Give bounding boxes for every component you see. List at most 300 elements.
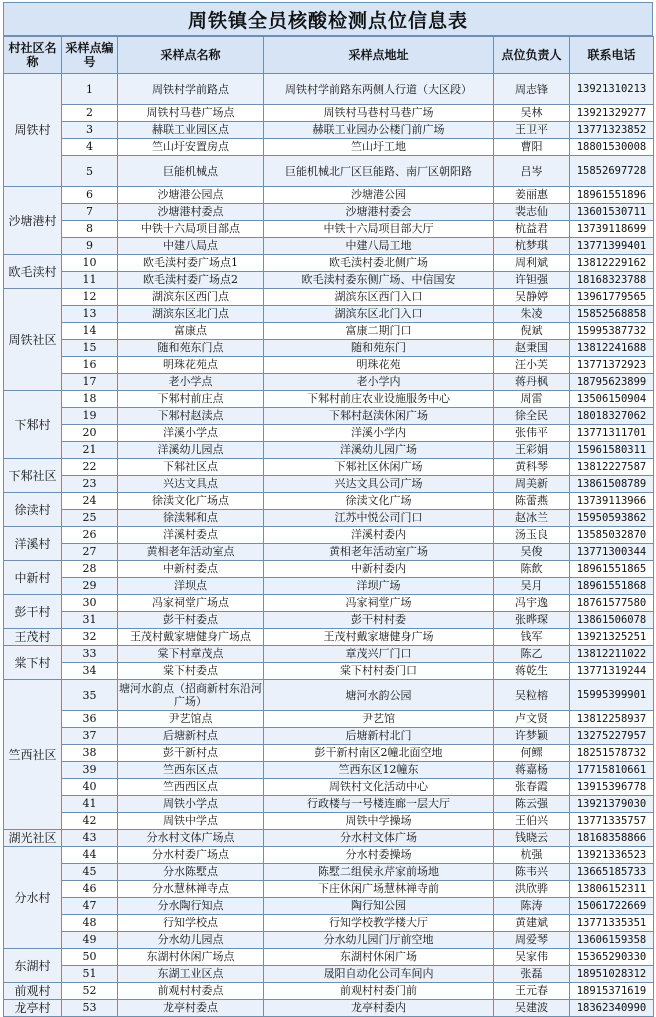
point-address-cell: 下邾村前庄农业设施服务中心 (264, 391, 494, 408)
leader-cell: 吴林 (494, 105, 570, 122)
leader-cell: 陈涛 (494, 898, 570, 915)
table-row (4, 881, 654, 898)
point-no-cell: 22 (62, 459, 118, 476)
table-row (4, 830, 654, 847)
table-row (4, 323, 654, 340)
point-name-cell: 彭干村委点 (118, 612, 264, 629)
leader-cell: 钱军 (494, 629, 570, 646)
point-no-cell: 14 (62, 323, 118, 340)
point-name-cell: 周铁村马巷广场点 (118, 105, 264, 122)
phone-cell: 18961551868 (570, 578, 654, 595)
point-address-cell: 周铁中学操场 (264, 813, 494, 830)
point-name-cell: 徐渎文化广场点 (118, 493, 264, 510)
testing-points-table (3, 36, 654, 1017)
point-no-cell: 44 (62, 847, 118, 864)
point-no-cell: 45 (62, 864, 118, 881)
table-row (4, 932, 654, 949)
point-address-cell: 分水幼儿园门厅前空地 (264, 932, 494, 949)
table-row (4, 813, 654, 830)
point-name-cell: 周铁中学点 (118, 813, 264, 830)
leader-cell: 周雷 (494, 391, 570, 408)
phone-cell: 18251578732 (570, 745, 654, 762)
leader-cell: 冯宇逸 (494, 595, 570, 612)
village-cell: 徐渎村 (4, 493, 62, 527)
phone-cell: 18951028312 (570, 966, 654, 983)
village-cell: 欧毛渎村 (4, 255, 62, 289)
leader-cell: 何鳏 (494, 745, 570, 762)
point-name-cell: 棠下村章茂点 (118, 646, 264, 663)
point-name-cell: 分水慧林禅寺点 (118, 881, 264, 898)
leader-cell: 吴静婷 (494, 289, 570, 306)
table-row (4, 391, 654, 408)
village-cell: 前观村 (4, 983, 62, 1000)
header-name: 采样点名称 (118, 37, 264, 74)
table-body (4, 74, 654, 1017)
village-cell: 周铁村 (4, 74, 62, 187)
point-no-cell: 37 (62, 728, 118, 745)
table-row (4, 139, 654, 156)
point-no-cell: 53 (62, 1000, 118, 1017)
table-row (4, 74, 654, 105)
phone-cell: 13921379030 (570, 796, 654, 813)
leader-cell: 王伯兴 (494, 813, 570, 830)
table-row (4, 476, 654, 493)
table-row (4, 864, 654, 881)
point-name-cell: 洋坝点 (118, 578, 264, 595)
header-row (4, 37, 654, 74)
point-address-cell: 竺西东区12幢东 (264, 762, 494, 779)
point-address-cell: 分水村委操场 (264, 847, 494, 864)
phone-cell: 15995387732 (570, 323, 654, 340)
point-address-cell: 彭干新村南区2幢北面空地 (264, 745, 494, 762)
point-no-cell: 50 (62, 949, 118, 966)
point-address-cell: 欧毛渎村委北侧广场 (264, 255, 494, 272)
point-no-cell: 15 (62, 340, 118, 357)
point-address-cell: 分水村文体广场 (264, 830, 494, 847)
header-no: 采样点编号 (62, 37, 118, 74)
table-row (4, 238, 654, 255)
village-cell: 王茂村 (4, 629, 62, 646)
table-row (4, 527, 654, 544)
point-address-cell: 富康二期门口 (264, 323, 494, 340)
leader-cell: 周爱琴 (494, 932, 570, 949)
point-address-cell: 晟阳自动化公司车间内 (264, 966, 494, 983)
point-no-cell: 29 (62, 578, 118, 595)
point-name-cell: 分水陶行知点 (118, 898, 264, 915)
phone-cell: 15852568858 (570, 306, 654, 323)
point-name-cell: 分水幼儿园点 (118, 932, 264, 949)
table-row (4, 561, 654, 578)
point-no-cell: 33 (62, 646, 118, 663)
point-address-cell: 王茂村戴家塘健身广场 (264, 629, 494, 646)
point-address-cell: 下邾村赵渎休闲广场 (264, 408, 494, 425)
leader-cell: 洪欣骅 (494, 881, 570, 898)
table-row (4, 680, 654, 711)
phone-cell: 13585032870 (570, 527, 654, 544)
point-no-cell: 13 (62, 306, 118, 323)
point-name-cell: 黄相老年活动室点 (118, 544, 264, 561)
point-address-cell: 陈墅二组侯永芹家前场地 (264, 864, 494, 881)
leader-cell: 朱凌 (494, 306, 570, 323)
point-no-cell: 48 (62, 915, 118, 932)
table-row (4, 544, 654, 561)
phone-cell: 13812241688 (570, 340, 654, 357)
point-name-cell: 徐渎邾和点 (118, 510, 264, 527)
point-name-cell: 下邾村赵渎点 (118, 408, 264, 425)
point-name-cell: 竺西西区点 (118, 779, 264, 796)
leader-cell: 徐全民 (494, 408, 570, 425)
leader-cell: 蒋乾生 (494, 663, 570, 680)
phone-cell: 13665185733 (570, 864, 654, 881)
leader-cell: 王元春 (494, 983, 570, 1000)
point-no-cell: 3 (62, 122, 118, 139)
point-address-cell: 欧毛渎村委东侧广场、中信国安 (264, 272, 494, 289)
point-name-cell: 尹艺馆点 (118, 711, 264, 728)
village-cell: 棠下村 (4, 646, 62, 680)
phone-cell: 18362340990 (570, 1000, 654, 1017)
leader-cell: 曹阳 (494, 139, 570, 156)
leader-cell: 张晔琛 (494, 612, 570, 629)
leader-cell: 陈乙 (494, 646, 570, 663)
leader-cell: 吴粒榕 (494, 680, 570, 711)
point-address-cell: 洋溪村委内 (264, 527, 494, 544)
leader-cell: 黄建斌 (494, 915, 570, 932)
point-name-cell: 沙塘港村委点 (118, 204, 264, 221)
point-name-cell: 洋溪村委点 (118, 527, 264, 544)
table-row (4, 847, 654, 864)
point-name-cell: 湖滨东区西门点 (118, 289, 264, 306)
point-no-cell: 24 (62, 493, 118, 510)
point-name-cell: 分水村委广场点 (118, 847, 264, 864)
point-no-cell: 18 (62, 391, 118, 408)
point-name-cell: 王茂村戴家塘健身广场点 (118, 629, 264, 646)
table-row (4, 612, 654, 629)
point-no-cell: 42 (62, 813, 118, 830)
point-name-cell: 老小学点 (118, 374, 264, 391)
village-cell: 分水村 (4, 847, 62, 949)
point-address-cell: 洋溪幼儿园广场 (264, 442, 494, 459)
phone-cell: 13921336523 (570, 847, 654, 864)
point-name-cell: 竺山圩安置房点 (118, 139, 264, 156)
point-address-cell: 前观村村委门前 (264, 983, 494, 1000)
phone-cell: 18801530008 (570, 139, 654, 156)
point-name-cell: 湖滨东区北门点 (118, 306, 264, 323)
point-no-cell: 19 (62, 408, 118, 425)
point-no-cell: 27 (62, 544, 118, 561)
leader-cell: 吕岑 (494, 156, 570, 187)
phone-cell: 15950593862 (570, 510, 654, 527)
point-address-cell: 竺山圩工地 (264, 139, 494, 156)
point-no-cell: 40 (62, 779, 118, 796)
village-cell: 东湖村 (4, 949, 62, 983)
phone-cell: 13921310213 (570, 74, 654, 105)
table-row (4, 187, 654, 204)
header-leader: 点位负责人 (494, 37, 570, 74)
leader-cell: 钱晓云 (494, 830, 570, 847)
point-name-cell: 周铁小学点 (118, 796, 264, 813)
phone-cell: 18915371619 (570, 983, 654, 1000)
leader-cell: 许梦颖 (494, 728, 570, 745)
village-cell: 洋溪村 (4, 527, 62, 561)
phone-cell: 13739118699 (570, 221, 654, 238)
phone-cell: 15961580311 (570, 442, 654, 459)
point-name-cell: 兴达文具点 (118, 476, 264, 493)
point-address-cell: 沙塘港公园 (264, 187, 494, 204)
village-cell: 周铁社区 (4, 289, 62, 391)
point-name-cell: 分水村文体广场点 (118, 830, 264, 847)
phone-cell: 13771399401 (570, 238, 654, 255)
point-address-cell: 下庄休闲广场慧林禅寺前 (264, 881, 494, 898)
table-row (4, 711, 654, 728)
phone-cell: 13506150904 (570, 391, 654, 408)
point-name-cell: 分水陈墅点 (118, 864, 264, 881)
point-name-cell: 中新村委点 (118, 561, 264, 578)
phone-cell: 13806152311 (570, 881, 654, 898)
village-cell: 中新村 (4, 561, 62, 595)
info-sheet (3, 2, 653, 1017)
table-row (4, 204, 654, 221)
table-row (4, 272, 654, 289)
leader-cell: 蒋嘉杨 (494, 762, 570, 779)
point-address-cell: 东湖村休闲广场 (264, 949, 494, 966)
point-no-cell: 9 (62, 238, 118, 255)
leader-cell: 吴家伟 (494, 949, 570, 966)
phone-cell: 13771319244 (570, 663, 654, 680)
point-no-cell: 4 (62, 139, 118, 156)
leader-cell: 陈飲 (494, 561, 570, 578)
leader-cell: 赵秉国 (494, 340, 570, 357)
phone-cell: 18961551865 (570, 561, 654, 578)
point-address-cell: 冯家祠堂广场 (264, 595, 494, 612)
point-name-cell: 下邾村前庄点 (118, 391, 264, 408)
point-no-cell: 23 (62, 476, 118, 493)
phone-cell: 15061722669 (570, 898, 654, 915)
leader-cell: 周利斌 (494, 255, 570, 272)
point-name-cell: 塘河水韵点（招商新村东沿河广场） (118, 680, 264, 711)
table-row (4, 595, 654, 612)
point-address-cell: 明珠花苑 (264, 357, 494, 374)
point-no-cell: 1 (62, 74, 118, 105)
leader-cell: 张伟平 (494, 425, 570, 442)
point-address-cell: 中建八局工地 (264, 238, 494, 255)
point-no-cell: 8 (62, 221, 118, 238)
point-address-cell: 中铁十六局项目部大厅 (264, 221, 494, 238)
leader-cell: 汤玉良 (494, 527, 570, 544)
table-row (4, 915, 654, 932)
phone-cell: 18168323788 (570, 272, 654, 289)
village-cell: 彭干村 (4, 595, 62, 629)
point-no-cell: 36 (62, 711, 118, 728)
point-no-cell: 52 (62, 983, 118, 1000)
table-row (4, 408, 654, 425)
table-row (4, 779, 654, 796)
leader-cell: 陈云强 (494, 796, 570, 813)
point-name-cell: 洋溪小学点 (118, 425, 264, 442)
point-address-cell: 巨能机械北厂区巨能路、南厂区朝阳路 (264, 156, 494, 187)
leader-cell: 吴月 (494, 578, 570, 595)
village-cell: 沙塘港村 (4, 187, 62, 255)
table-row (4, 255, 654, 272)
point-no-cell: 35 (62, 680, 118, 711)
table-row (4, 122, 654, 139)
point-no-cell: 11 (62, 272, 118, 289)
phone-cell: 13771372923 (570, 357, 654, 374)
table-row (4, 289, 654, 306)
point-address-cell: 老小学内 (264, 374, 494, 391)
point-name-cell: 下邾社区点 (118, 459, 264, 476)
point-no-cell: 17 (62, 374, 118, 391)
leader-cell: 周志锋 (494, 74, 570, 105)
point-address-cell: 棠下村村委门口 (264, 663, 494, 680)
point-name-cell: 巨能机械点 (118, 156, 264, 187)
point-address-cell: 周铁村学前路东两侧人行道（大区段） (264, 74, 494, 105)
header-phone: 联系电话 (570, 37, 654, 74)
point-no-cell: 2 (62, 105, 118, 122)
table-row (4, 745, 654, 762)
point-no-cell: 43 (62, 830, 118, 847)
point-no-cell: 16 (62, 357, 118, 374)
table-row (4, 493, 654, 510)
leader-cell: 卢文贤 (494, 711, 570, 728)
point-address-cell: 兴达文具公司广场 (264, 476, 494, 493)
point-no-cell: 12 (62, 289, 118, 306)
leader-cell: 吴建波 (494, 1000, 570, 1017)
point-name-cell: 龙亭村委点 (118, 1000, 264, 1017)
point-no-cell: 10 (62, 255, 118, 272)
point-address-cell: 沙塘港村委会 (264, 204, 494, 221)
point-name-cell: 欧毛渎村委广场点1 (118, 255, 264, 272)
point-name-cell: 行知学校点 (118, 915, 264, 932)
phone-cell: 18961551896 (570, 187, 654, 204)
phone-cell: 13601530711 (570, 204, 654, 221)
point-no-cell: 47 (62, 898, 118, 915)
table-row (4, 966, 654, 983)
point-address-cell: 陶行知公园 (264, 898, 494, 915)
table-row (4, 728, 654, 745)
point-address-cell: 章茂兴厂门口 (264, 646, 494, 663)
table-row (4, 105, 654, 122)
point-name-cell: 欧毛渎村委广场点2 (118, 272, 264, 289)
table-row (4, 1000, 654, 1017)
point-name-cell: 冯家祠堂广场点 (118, 595, 264, 612)
leader-cell: 倪斌 (494, 323, 570, 340)
table-row (4, 374, 654, 391)
table-row (4, 221, 654, 238)
point-no-cell: 51 (62, 966, 118, 983)
leader-cell: 杭益君 (494, 221, 570, 238)
point-address-cell: 黄相老年活动室广场 (264, 544, 494, 561)
phone-cell: 18168358866 (570, 830, 654, 847)
village-cell: 下邾村 (4, 391, 62, 459)
point-no-cell: 46 (62, 881, 118, 898)
table-row (4, 646, 654, 663)
phone-cell: 13861506078 (570, 612, 654, 629)
table-row (4, 425, 654, 442)
phone-cell: 13771311701 (570, 425, 654, 442)
leader-cell: 张磊 (494, 966, 570, 983)
header-address: 采样点地址 (264, 37, 494, 74)
leader-cell: 杭强 (494, 847, 570, 864)
point-name-cell: 彭干新村点 (118, 745, 264, 762)
point-address-cell: 彭干村村委 (264, 612, 494, 629)
phone-cell: 13275227957 (570, 728, 654, 745)
phone-cell: 13921329277 (570, 105, 654, 122)
table-row (4, 156, 654, 187)
leader-cell: 陈蕾燕 (494, 493, 570, 510)
phone-cell: 13739113966 (570, 493, 654, 510)
phone-cell: 13812229162 (570, 255, 654, 272)
point-address-cell: 洋溪小学内 (264, 425, 494, 442)
phone-cell: 13921325251 (570, 629, 654, 646)
point-no-cell: 21 (62, 442, 118, 459)
point-name-cell: 明珠花苑点 (118, 357, 264, 374)
phone-cell: 13861508789 (570, 476, 654, 493)
point-address-cell: 周铁村文化活动中心 (264, 779, 494, 796)
point-no-cell: 28 (62, 561, 118, 578)
table-row (4, 663, 654, 680)
leader-cell: 汪小芙 (494, 357, 570, 374)
point-name-cell: 中建八局点 (118, 238, 264, 255)
point-address-cell: 徐渎文化广场 (264, 493, 494, 510)
village-cell: 竺西社区 (4, 680, 62, 830)
point-address-cell: 后塘新村北门 (264, 728, 494, 745)
table-row (4, 578, 654, 595)
table-row (4, 459, 654, 476)
table-row (4, 357, 654, 374)
table-row (4, 983, 654, 1000)
point-no-cell: 5 (62, 156, 118, 187)
point-address-cell: 湖滨东区西门入口 (264, 289, 494, 306)
point-address-cell: 江苏中悦公司门口 (264, 510, 494, 527)
point-address-cell: 行政楼与一号楼连廊一层大厅 (264, 796, 494, 813)
point-name-cell: 中铁十六局项目部点 (118, 221, 264, 238)
header-village: 村社区名称 (4, 37, 62, 74)
leader-cell: 张春霞 (494, 779, 570, 796)
leader-cell: 王彩娟 (494, 442, 570, 459)
point-address-cell: 下邾社区休闲广场 (264, 459, 494, 476)
phone-cell: 18761577580 (570, 595, 654, 612)
point-name-cell: 竺西东区点 (118, 762, 264, 779)
point-no-cell: 25 (62, 510, 118, 527)
point-no-cell: 49 (62, 932, 118, 949)
point-address-cell: 中新村委内 (264, 561, 494, 578)
point-name-cell: 随和苑东门点 (118, 340, 264, 357)
point-address-cell: 赫联工业园办公楼门前广场 (264, 122, 494, 139)
point-address-cell: 塘河水韵公园 (264, 680, 494, 711)
phone-cell: 13606159358 (570, 932, 654, 949)
table-row (4, 898, 654, 915)
leader-cell: 姜丽惠 (494, 187, 570, 204)
point-name-cell: 棠下村委点 (118, 663, 264, 680)
phone-cell: 13771300344 (570, 544, 654, 561)
point-no-cell: 31 (62, 612, 118, 629)
sheet-title: 周铁镇全员核酸检测点位信息表 (3, 2, 653, 36)
phone-cell: 13961779565 (570, 289, 654, 306)
table-row (4, 762, 654, 779)
point-no-cell: 41 (62, 796, 118, 813)
point-name-cell: 周铁村学前路点 (118, 74, 264, 105)
point-name-cell: 东湖村休闲广场点 (118, 949, 264, 966)
village-cell: 龙亭村 (4, 1000, 62, 1017)
phone-cell: 18795623899 (570, 374, 654, 391)
point-name-cell: 富康点 (118, 323, 264, 340)
leader-cell: 王卫平 (494, 122, 570, 139)
point-address-cell: 行知学校教学楼大厅 (264, 915, 494, 932)
leader-cell: 裴志仙 (494, 204, 570, 221)
leader-cell: 许钽强 (494, 272, 570, 289)
leader-cell: 陈韦兴 (494, 864, 570, 881)
table-row (4, 340, 654, 357)
